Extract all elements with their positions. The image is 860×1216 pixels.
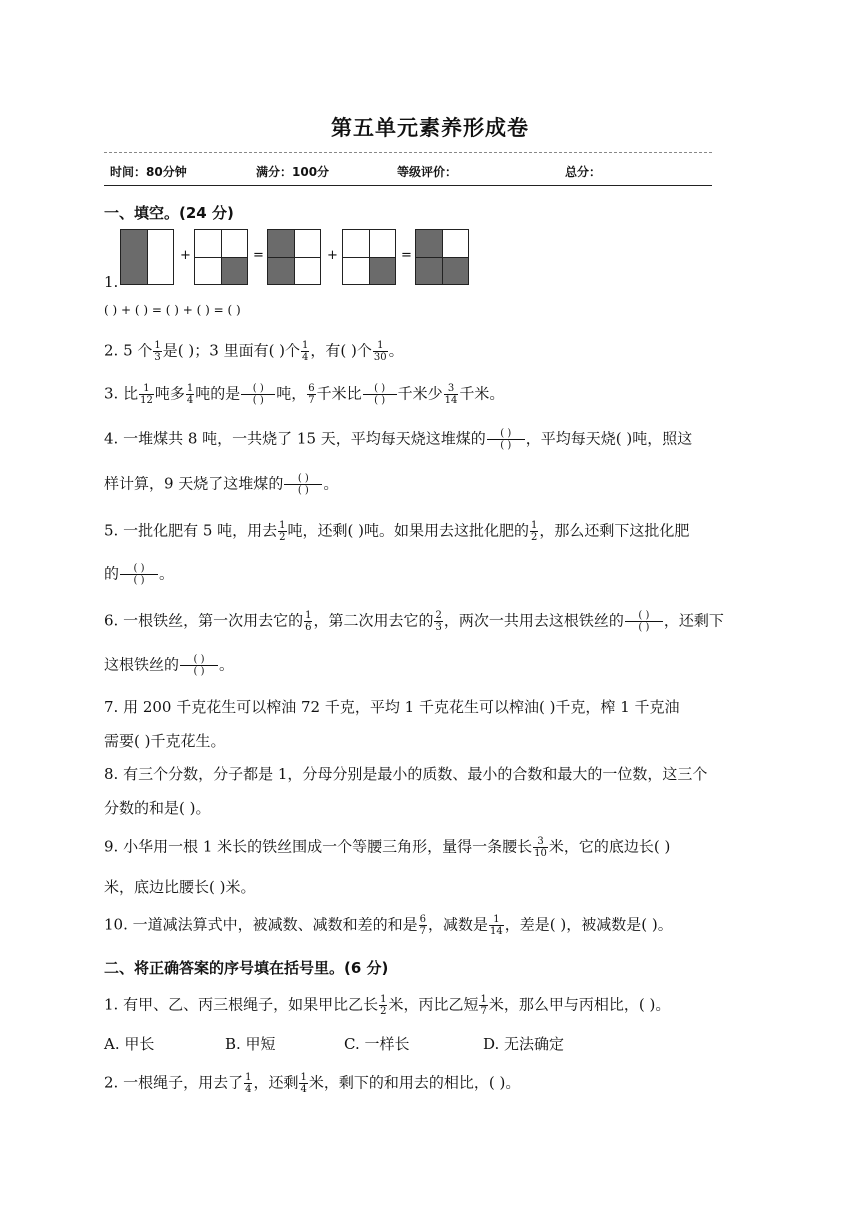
text-span: ，有( )个 (310, 341, 372, 360)
fraction (530, 520, 538, 543)
blank-fraction (487, 428, 525, 451)
text-span: ( ) (487, 428, 525, 440)
text-span: 米，剩下的和用去的相比，( )。 (308, 1073, 521, 1092)
text-span: 14 (444, 395, 458, 406)
question-6-line-1 (104, 610, 724, 633)
q1-square-3 (267, 229, 321, 285)
text-span: 米，那么甲与丙相比，( )。 (488, 995, 671, 1014)
text-span: 。 (388, 341, 404, 360)
text-span: 9. 小华用一根 1 米长的铁丝围成一个等腰三角形，量得一条腰长 (104, 837, 533, 856)
question-7-line-1: 7. 用 200 千克花生可以榨油 72 千克，平均 1 千克花生可以榨油( )千克，榨 1 千克油 (104, 698, 680, 716)
text-span: ，减数是 (428, 915, 489, 934)
text-span: 1 (480, 994, 487, 1005)
text-span: 7 (419, 926, 427, 937)
text-span: ( ) (120, 563, 158, 575)
text-span: 千米。 (459, 384, 505, 403)
q1-answer-line: ( ) + ( ) = ( ) + ( ) = ( ) (104, 303, 241, 317)
fraction (434, 610, 442, 633)
q1-square-4 (342, 229, 396, 285)
text-span: 1 (186, 383, 194, 394)
text-span: ( ) (241, 383, 275, 395)
text-span: ( ) (363, 383, 397, 395)
text-span: 10 (534, 848, 547, 859)
text-span: 是( )；3 里面有( )个 (162, 341, 301, 360)
text-span: ( ) (284, 473, 322, 485)
text-span: 1 (245, 1072, 252, 1083)
divider-line (195, 257, 247, 258)
text-span: 4 (300, 1084, 307, 1095)
text-span: 。 (323, 474, 339, 493)
option-c: C. 一样长 (344, 1035, 410, 1053)
text-span: 2. 一根绳子，用去了 (104, 1073, 244, 1092)
question-7-line-2: 需要( )千克花生。 (104, 732, 226, 750)
text-span: 6. 一根铁丝，第一次用去它的 (104, 611, 304, 630)
text-span: 1 (279, 520, 286, 531)
option-a: A. 甲长 (104, 1035, 155, 1053)
fraction (489, 914, 504, 937)
text-span: 吨， (276, 384, 307, 403)
text-span: ( ) (500, 440, 512, 451)
fraction (307, 383, 315, 406)
text-span: 3 (154, 352, 161, 363)
plus-sign: + (180, 248, 191, 263)
option-b: B. 甲短 (225, 1035, 276, 1053)
text-span: 3 (444, 383, 459, 395)
text-span: 4. 一堆煤共 8 吨，一共烧了 15 天，平均每天烧这堆煤的 (104, 429, 486, 448)
blank-fraction (241, 383, 275, 406)
fraction (444, 383, 459, 406)
blank-fraction (625, 610, 663, 633)
section-2-heading: 二、将正确答案的序号填在括号里。(6 分) (104, 959, 389, 977)
text-span: 1. 有甲、乙、丙三根绳子，如果甲比乙长 (104, 995, 379, 1014)
text-span: 3. 比 (104, 384, 139, 403)
text-span: 。 (159, 564, 175, 583)
choice-question-1 (104, 994, 670, 1017)
q1-square-1 (120, 229, 174, 285)
question-10 (104, 914, 673, 937)
q1-number: 1. (104, 273, 119, 291)
text-span: 这根铁丝的 (104, 655, 180, 674)
fraction (304, 610, 312, 633)
text-span: 10. 一道减法算式中，被减数、减数和差的和是 (104, 915, 418, 934)
question-5-line-1 (104, 520, 689, 543)
text-span: 吨的是 (195, 384, 241, 403)
text-span: 14 (490, 926, 503, 937)
text-span: 吨，还剩( )吨。如果用去这批化肥的 (287, 521, 530, 540)
text-span: 6 (305, 622, 312, 633)
text-span: 1 (139, 383, 154, 395)
question-2 (104, 340, 404, 363)
question-5-line-2 (104, 563, 174, 586)
text-span: 2. 5 个 (104, 341, 153, 360)
text-span: ( ) (193, 666, 205, 677)
grade-label: 等级评价： (397, 165, 458, 179)
text-span: ( ) (625, 610, 663, 622)
fraction (301, 340, 309, 363)
fraction (373, 340, 388, 363)
text-span: ，还剩下 (663, 611, 724, 630)
text-span: 样计算，9 天烧了这堆煤的 (104, 474, 284, 493)
text-span: ( ) (638, 622, 650, 633)
text-span: 6 (308, 383, 315, 394)
equals-sign: = (253, 248, 264, 263)
fraction (244, 1072, 252, 1095)
dashed-divider (104, 152, 712, 153)
question-8-line-1: 8. 有三个分数，分子都是 1，分母分别是最小的质数、最小的合数和最大的一位数，这三个 (104, 765, 708, 783)
text-span: ，那么还剩下这批化肥 (539, 521, 690, 540)
fraction (278, 520, 286, 543)
plus-sign: + (327, 248, 338, 263)
text-span: 3 (533, 836, 548, 848)
text-span: 1 (380, 994, 387, 1005)
divider-line (416, 257, 468, 258)
fraction (299, 1072, 307, 1095)
fraction (419, 914, 427, 937)
question-3 (104, 383, 504, 406)
text-span: 1 (489, 914, 504, 926)
q1-square-5 (415, 229, 469, 285)
text-span: ，两次一共用去这根铁丝的 (443, 611, 624, 630)
blank-fraction (363, 383, 397, 406)
shaded-cell (369, 257, 395, 284)
text-span: ( ) (374, 395, 386, 406)
text-span: 1 (531, 520, 538, 531)
text-span: 。 (219, 655, 235, 674)
shaded-cell (121, 230, 147, 284)
q1-square-2 (194, 229, 248, 285)
question-4-line-1 (104, 428, 692, 451)
question-6-line-2 (104, 654, 234, 677)
text-span: 3 (435, 622, 442, 633)
text-span: 7 (480, 1006, 487, 1017)
text-span: 30 (373, 352, 387, 363)
question-4-line-2 (104, 473, 338, 496)
text-span: 1 (154, 340, 161, 351)
text-span: 7 (308, 395, 315, 406)
text-span: 1 (300, 1072, 307, 1083)
fraction (153, 340, 161, 363)
text-span: ，第二次用去它的 (313, 611, 434, 630)
score-label: 满分：100分 (256, 165, 330, 179)
text-span: 的 (104, 564, 120, 583)
fraction (379, 994, 387, 1017)
text-span: 4 (245, 1084, 252, 1095)
blank-fraction (120, 563, 158, 586)
text-span: ，平均每天烧( )吨，照这 (525, 429, 693, 448)
choice-question-2 (104, 1072, 520, 1095)
fraction (533, 836, 548, 859)
text-span: ( ) (133, 575, 145, 586)
text-span: 2 (380, 1006, 387, 1017)
text-span: 5. 一批化肥有 5 吨，用去 (104, 521, 278, 540)
text-span: 米，丙比乙短 (388, 995, 479, 1014)
text-span: 千米比 (316, 384, 362, 403)
text-span: 1 (373, 340, 388, 352)
header-underline (104, 185, 712, 186)
question-9-line-1 (104, 836, 670, 859)
text-span: 6 (419, 914, 427, 925)
text-span: 米，它的底边长( ) (548, 837, 671, 856)
text-span: 12 (140, 395, 153, 406)
total-label: 总分： (565, 165, 602, 179)
section-1-heading: 一、填空。(24 分) (104, 204, 234, 222)
shaded-cell (221, 257, 247, 284)
question-8-line-2: 分数的和是( )。 (104, 799, 211, 817)
text-span: 1 (305, 610, 312, 621)
option-d: D. 无法确定 (483, 1035, 565, 1053)
text-span: ，差是( )，被减数是( )。 (504, 915, 673, 934)
text-span: 2 (279, 532, 286, 543)
divider-line (147, 230, 148, 284)
divider-line (343, 257, 395, 258)
question-9-line-2: 米，底边比腰长( )米。 (104, 878, 256, 896)
divider-line (268, 257, 320, 258)
text-span: 4 (186, 395, 194, 406)
blank-fraction (180, 654, 218, 677)
text-span: 千米少 (397, 384, 443, 403)
text-span: 4 (302, 352, 309, 363)
text-span: ( ) (297, 485, 309, 496)
text-span: 2 (435, 610, 442, 621)
text-span: 2 (531, 532, 538, 543)
fraction (479, 994, 487, 1017)
page-title: 第五单元素养形成卷 (331, 116, 529, 140)
equals-sign: = (401, 248, 412, 263)
text-span: 吨多 (154, 384, 185, 403)
shaded-cell (442, 257, 468, 284)
fraction (186, 383, 194, 406)
text-span: ( ) (252, 395, 264, 406)
text-span: ，还剩 (253, 1073, 299, 1092)
time-label: 时间：80分钟 (110, 165, 187, 179)
text-span: ( ) (180, 654, 218, 666)
text-span: 1 (302, 340, 309, 351)
fraction (139, 383, 154, 406)
blank-fraction (284, 473, 322, 496)
